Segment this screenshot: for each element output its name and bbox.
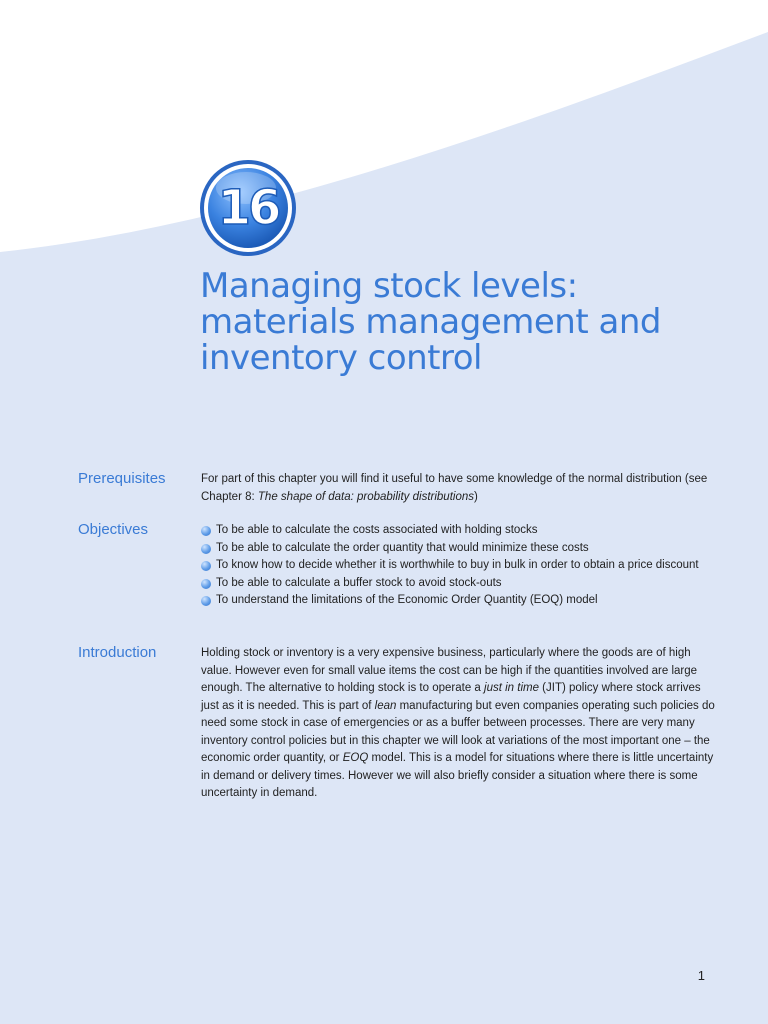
prerequisites-text-part: For part of this chapter you will find it useful to have some knowledge of the normal distribution (see Chapter 8:: [201, 473, 708, 503]
prerequisites-heading: Prerequisites: [78, 470, 166, 487]
intro-text-part: model. This is a model for situations where there is little uncertainty in demand or delivery times. However we will also briefly consider a situation where there is some uncertainty in demand.: [201, 752, 714, 799]
objective-item: [201, 592, 721, 610]
chapter-title-line: materials management and: [200, 302, 661, 342]
bullet-icon: [201, 526, 211, 536]
introduction-heading: Introduction: [78, 644, 157, 661]
intro-text-part: (JIT) policy where stock arrives just as it is needed. This is part of: [201, 682, 701, 712]
objective-item: [201, 522, 721, 540]
bullet-icon: [201, 561, 211, 571]
chapter-reference: The shape of data: probability distributions: [257, 490, 474, 503]
page-number: 1: [697, 968, 705, 983]
objective-item: [201, 540, 721, 558]
prerequisites-text-part: ): [473, 490, 478, 503]
objective-item: [201, 575, 721, 593]
intro-emphasis: just in time: [484, 682, 539, 694]
introduction-text: [201, 645, 721, 803]
objectives-list: [201, 522, 721, 610]
intro-emphasis: lean: [374, 699, 397, 712]
chapter-title-line: inventory control: [200, 338, 482, 378]
bullet-icon: [201, 544, 211, 554]
prerequisites-text: [201, 471, 721, 506]
bullet-icon: [201, 579, 211, 589]
objective-text: To know how to decide whether it is worthwhile to buy in bulk in order to obtain a price discount: [216, 559, 699, 571]
chapter-title-line: Managing stock levels:: [200, 266, 578, 306]
chapter-number: 16: [217, 180, 279, 236]
bullet-icon: [201, 596, 211, 606]
objective-text: To be able to calculate the order quantity that would minimize these costs: [216, 541, 589, 554]
objective-item: [201, 557, 721, 575]
objective-text: To be able to calculate the costs associated with holding stocks: [216, 524, 538, 536]
objectives-list-container: [201, 522, 721, 610]
intro-text-part: manufacturing but even companies operating such policies do need some stock in case of emergencies or as a buffer between processes. There are very many inventory control policies but in this chapter we will look at variations of the most important one – the economic order quantity, or: [201, 699, 715, 764]
chapter-number-badge: [198, 158, 298, 258]
objective-text: To understand the limitations of the Economic Order Quantity (EOQ) model: [216, 594, 598, 606]
objectives-heading: Objectives: [78, 521, 149, 538]
objective-text: To be able to calculate a buffer stock to avoid stock-outs: [216, 576, 502, 589]
intro-text-part: Holding stock or inventory is a very expensive business, particularly where the goods are of high value. However even for small value items the cost can be high if the quantities involved are large enough. The alternative to holding stock is to operate a: [201, 647, 698, 694]
intro-emphasis: EOQ: [342, 752, 369, 764]
chapter-title: [200, 268, 720, 376]
